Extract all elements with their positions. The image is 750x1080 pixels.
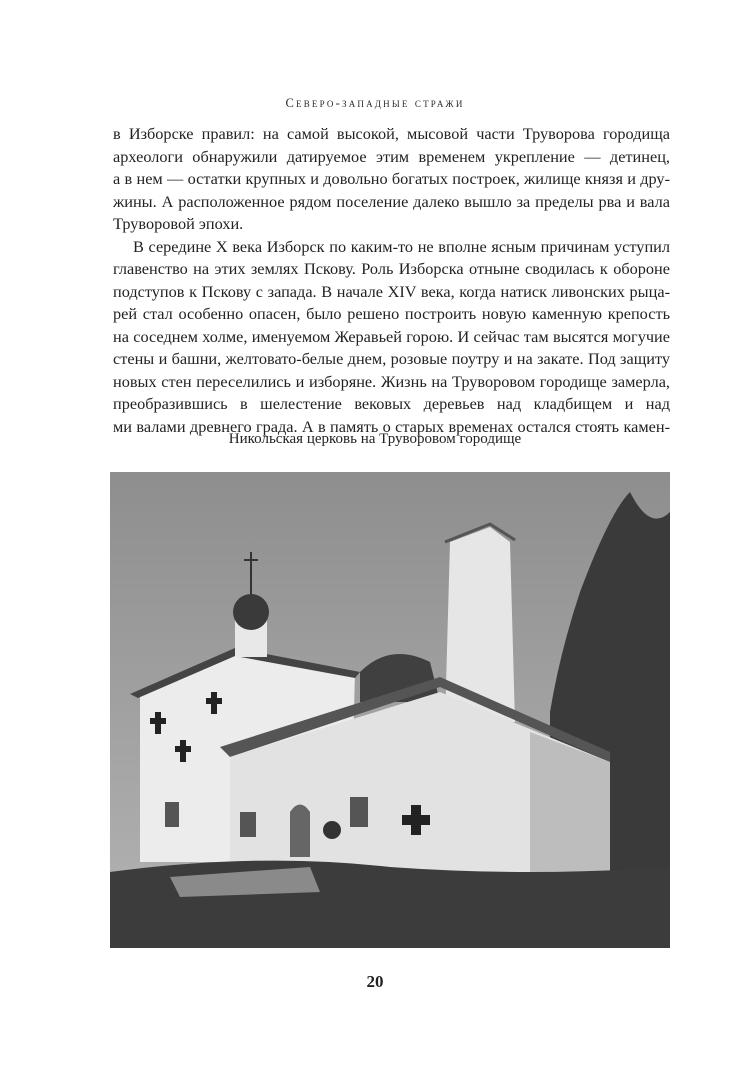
text-line bbox=[113, 168, 670, 191]
text-line-content: преобразившись в шелестение вековых деревьев над кладбищем и над bbox=[113, 394, 670, 413]
church-photo bbox=[110, 472, 670, 948]
text-line-content: в Изборске правил: на самой высокой, мысовой части Труворова городища bbox=[113, 124, 670, 143]
text-line bbox=[113, 236, 670, 259]
page-number: 20 bbox=[366, 972, 384, 991]
figure-caption: Никольская церковь на Труворовом городище bbox=[228, 431, 522, 447]
running-header: Северо-западные стражи bbox=[285, 96, 465, 110]
text-line-content: археологи обнаружили датируемое этим временем укрепление — детинец, bbox=[113, 146, 670, 166]
text-line-content: а в нем — остатки крупных и довольно богатых построек, жилище князя и дру- bbox=[113, 169, 670, 188]
text-line-content: подступов к Пскову с запада. В начале XIV века, когда натиск ливонских рыца- bbox=[113, 281, 670, 301]
text-line bbox=[113, 146, 670, 169]
text-line-content: Труворовой эпохи. bbox=[113, 214, 244, 233]
text-line-content: главенство на этих землях Пскову. Роль Изборска отныне сводилась к обороне bbox=[113, 259, 670, 278]
body-text bbox=[113, 123, 670, 438]
text-line-content: В середине X века Изборск по каким-то не вполне ясным причинам уступил bbox=[133, 236, 670, 256]
text-line bbox=[113, 371, 670, 394]
text-line bbox=[113, 348, 670, 371]
text-line bbox=[113, 191, 670, 214]
text-line bbox=[113, 326, 670, 349]
text-line bbox=[113, 303, 670, 326]
text-line bbox=[113, 213, 670, 236]
text-line bbox=[113, 258, 670, 281]
text-line-content: стены и башни, желтовато-белые днем, розовые поутру и на закате. Под защиту bbox=[113, 349, 670, 368]
text-line bbox=[113, 123, 670, 146]
text-line-content: новых стен переселились и изборяне. Жизнь на Труворовом городище замерла, bbox=[113, 371, 670, 391]
text-line-content: рей стал особенно опасен, было решено построить новую каменную крепость bbox=[113, 304, 670, 323]
text-line-content: на соседнем холме, именуемом Жеравьей горою. И сейчас там высятся могучие bbox=[113, 326, 670, 346]
text-line bbox=[113, 281, 670, 304]
text-line bbox=[113, 393, 670, 416]
text-line-content: жины. А расположенное рядом поселение далеко вышло за пределы рва и вала bbox=[113, 191, 670, 211]
text-line-content: ми валами древнего града. А в память о старых временах остался стоять камен- bbox=[113, 416, 670, 436]
